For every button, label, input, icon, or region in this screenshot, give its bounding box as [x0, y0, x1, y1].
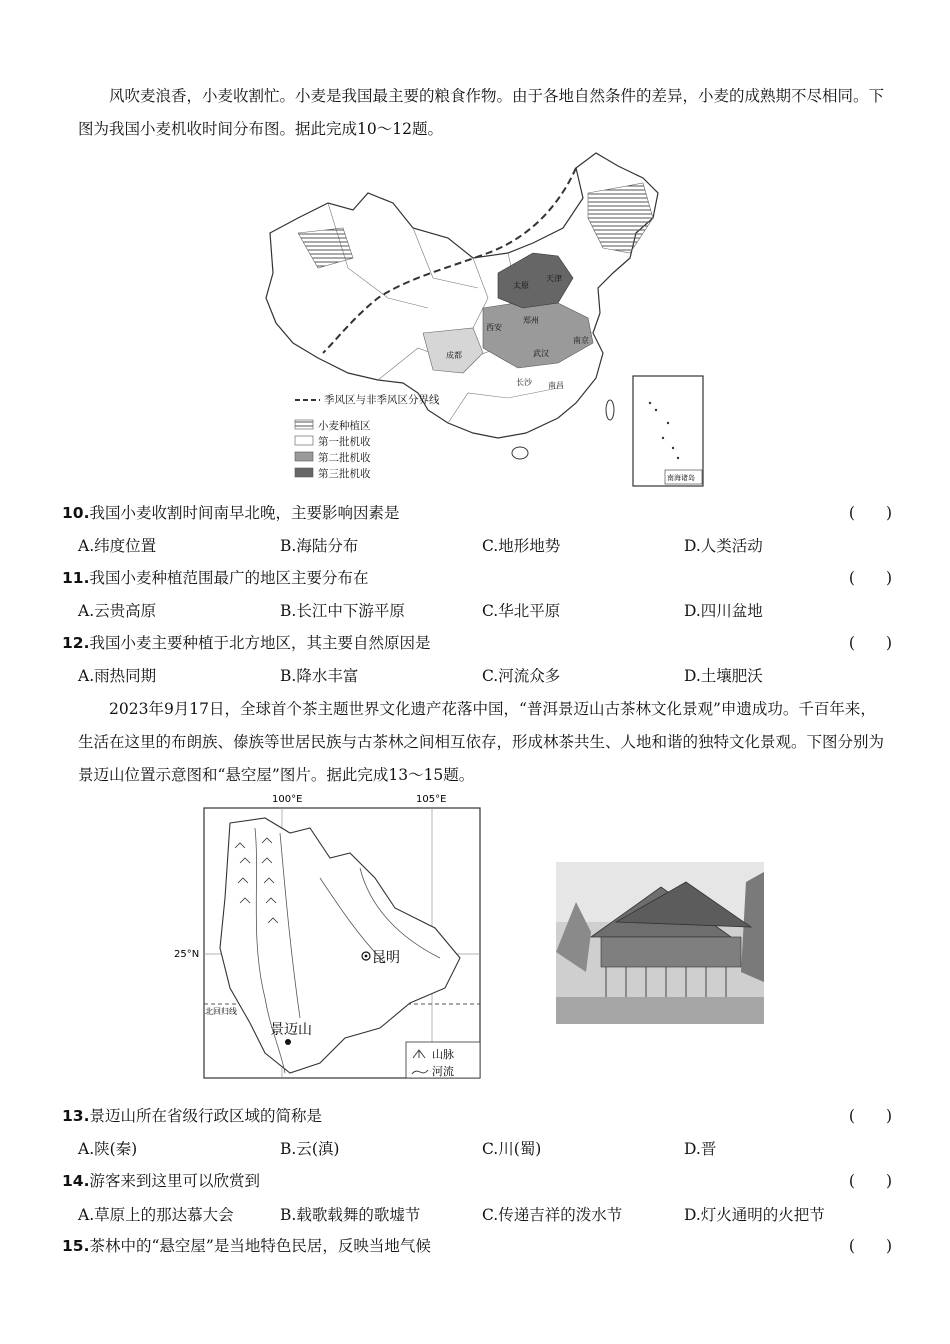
question-number: 15. [62, 1237, 90, 1255]
option-c[interactable]: C.地形地势 [482, 537, 561, 555]
legend-mountain: 山脉 [432, 1048, 454, 1061]
inset-label: 南海诸岛 [667, 474, 695, 482]
city-label: 南京 [573, 336, 589, 345]
city-label: 武汉 [533, 349, 549, 358]
question-number: 14. [62, 1172, 90, 1190]
option-d[interactable]: D.晋 [684, 1140, 717, 1158]
city-kunming: 昆明 [372, 950, 400, 966]
answer-blank[interactable]: ( ) [848, 1172, 892, 1190]
question-14-options [78, 1203, 888, 1225]
legend-wheat-area: 小麦种植区 [318, 420, 371, 432]
legend-first-harvest: 第一批机收 [318, 436, 371, 448]
question-text: 我国小麦主要种植于北方地区，其主要自然原因是 [89, 634, 431, 652]
question-number: 11. [62, 569, 90, 587]
option-c[interactable]: C.河流众多 [482, 667, 561, 685]
option-a[interactable]: A.纬度位置 [78, 537, 157, 555]
option-d[interactable]: D.人类活动 [684, 537, 763, 555]
option-b[interactable]: B.海陆分布 [280, 537, 359, 555]
answer-blank[interactable]: ( ) [848, 1237, 892, 1255]
answer-blank[interactable]: ( ) [848, 1107, 892, 1125]
longitude-label: 105°E [416, 794, 447, 805]
option-b[interactable]: B.载歌载舞的歌墟节 [280, 1206, 421, 1224]
tropic-label: 北回归线 [205, 1007, 237, 1016]
intro-paragraph-2: 2023年9月17日，全球首个茶主题世界文化遗产花落中国，“普洱景迈山古茶林文化景观”申遗成功。千百年来，生活在这里的布朗族、傣族等世居民族与古茶林之间相互依存，形成林茶共生、人地和谐的独特文化景观。下图分别为景迈山位置示意图和“悬空屋”图片。据此完成13～15题。 [78, 700, 885, 784]
question-13 [62, 1105, 892, 1127]
question-number: 13. [62, 1107, 90, 1125]
option-a[interactable]: A.雨热同期 [78, 667, 157, 685]
question-10-options [78, 534, 888, 556]
option-c[interactable]: C.川(蜀) [482, 1140, 542, 1158]
legend-third-harvest: 第三批机收 [318, 468, 371, 480]
option-d[interactable]: D.四川盆地 [684, 602, 763, 620]
jingmai-location-map [170, 788, 485, 1090]
question-12 [62, 632, 892, 654]
latitude-label: 25°N [174, 949, 200, 960]
question-text: 游客来到这里可以欣赏到 [89, 1172, 260, 1190]
china-wheat-harvest-map [258, 148, 718, 493]
city-label: 成都 [446, 351, 462, 360]
site-jingmai: 景迈山 [270, 1022, 312, 1038]
question-number: 12. [62, 634, 90, 652]
question-text: 茶林中的“悬空屋”是当地特色民居，反映当地气候 [89, 1237, 431, 1255]
option-b[interactable]: B.长江中下游平原 [280, 602, 405, 620]
option-a[interactable]: A.云贵高原 [78, 602, 157, 620]
question-10 [62, 502, 892, 524]
longitude-label: 100°E [272, 794, 303, 805]
question-14 [62, 1170, 892, 1192]
question-number: 10. [62, 504, 90, 522]
legend-second-harvest: 第二批机收 [318, 452, 371, 464]
answer-blank[interactable]: ( ) [848, 569, 892, 587]
question-text: 我国小麦收割时间南早北晚，主要影响因素是 [89, 504, 400, 522]
city-label: 长沙 [516, 378, 532, 387]
option-b[interactable]: B.降水丰富 [280, 667, 359, 685]
intro-paragraph-1: 风吹麦浪香，小麦收割忙。小麦是我国最主要的粮食作物。由于各地自然条件的差异，小麦的成熟期不尽相同。下图为我国小麦机收时间分布图。据此完成10～12题。 [78, 87, 885, 138]
question-15 [62, 1235, 892, 1257]
city-label: 西安 [486, 323, 502, 332]
question-text: 景迈山所在省级行政区域的简称是 [89, 1107, 322, 1125]
question-13-options [78, 1137, 888, 1159]
option-c[interactable]: C.传递吉祥的泼水节 [482, 1206, 623, 1224]
question-11-options [78, 599, 888, 621]
option-c[interactable]: C.华北平原 [482, 602, 561, 620]
south-sea-inset [633, 376, 703, 486]
city-label: 太原 [513, 281, 529, 290]
question-text: 我国小麦种植范围最广的地区主要分布在 [89, 569, 369, 587]
option-d[interactable]: D.土壤肥沃 [684, 667, 763, 685]
question-11 [62, 567, 892, 589]
city-label: 天津 [546, 274, 562, 283]
city-label: 郑州 [523, 316, 539, 325]
option-b[interactable]: B.云(滇) [280, 1140, 340, 1158]
question-12-options [78, 664, 888, 686]
legend-boundary: 季风区与非季风区分界线 [324, 394, 440, 406]
option-a[interactable]: A.陕(秦) [78, 1140, 138, 1158]
answer-blank[interactable]: ( ) [848, 634, 892, 652]
option-a[interactable]: A.草原上的那达慕大会 [78, 1206, 234, 1224]
city-label: 南昌 [548, 381, 564, 390]
answer-blank[interactable]: ( ) [848, 504, 892, 522]
stilt-house-photo [556, 862, 764, 1024]
option-d[interactable]: D.灯火通明的火把节 [684, 1206, 825, 1224]
legend-river: 河流 [432, 1065, 454, 1078]
